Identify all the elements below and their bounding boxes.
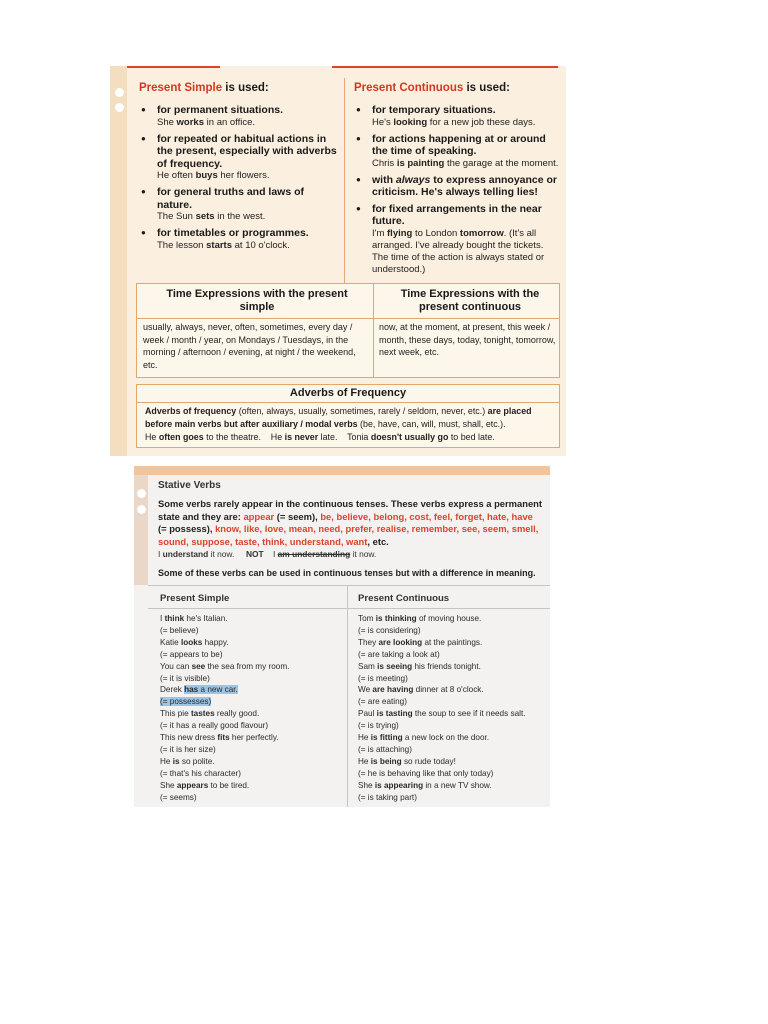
list-item: They are looking at the paintings. bbox=[358, 637, 483, 647]
list-item: (= he is behaving like that only today) bbox=[358, 768, 494, 778]
time-expressions-box bbox=[136, 283, 560, 378]
list-item: (= is meeting) bbox=[358, 673, 408, 683]
time-expressions-continuous-heading: Time Expressions with the present continuous bbox=[400, 288, 540, 313]
list-item bbox=[139, 227, 339, 252]
present-continuous-examples bbox=[358, 613, 548, 804]
list-item bbox=[139, 104, 339, 129]
list-item bbox=[139, 186, 339, 223]
rule-text: ● for repeated or habitual actions in the present, especially with adverbs of frequency. bbox=[157, 132, 337, 170]
list-item bbox=[139, 133, 339, 183]
column-divider bbox=[344, 78, 345, 284]
list-item: This new dress fits her perfectly. bbox=[160, 733, 279, 743]
list-item: (= is taking part) bbox=[358, 792, 417, 802]
list-item: (= is trying) bbox=[358, 721, 399, 731]
list-item: (= possesses) bbox=[160, 697, 212, 707]
present-simple-uses-list bbox=[139, 104, 339, 256]
list-item: This pie tastes really good. bbox=[160, 709, 260, 719]
present-simple-examples bbox=[160, 613, 345, 804]
box-column-divider bbox=[373, 284, 374, 377]
present-tenses-page-scan bbox=[110, 66, 566, 456]
column-divider bbox=[347, 586, 348, 807]
stative-note: Some of these verbs can be used in continuous tenses but with a difference in meaning. bbox=[158, 568, 536, 578]
rule-text: ● for actions happening at or around the time of speaking. bbox=[372, 132, 546, 157]
time-expressions-continuous-text: now, at the moment, at present, this week / month, these days, today, tonight, tomorrow, next week, etc. bbox=[379, 322, 556, 358]
list-item bbox=[354, 174, 560, 199]
list-item: (= seems) bbox=[160, 792, 197, 802]
list-item bbox=[354, 104, 560, 129]
present-continuous-column-heading: Present Continuous bbox=[358, 593, 450, 604]
column-header-rule bbox=[148, 608, 550, 609]
punch-hole bbox=[115, 103, 124, 112]
list-item: (= are taking a look at) bbox=[358, 649, 440, 659]
list-item: (= it is visible) bbox=[160, 673, 210, 683]
list-item: He is being so rude today! bbox=[358, 756, 456, 766]
page-spine bbox=[134, 475, 148, 585]
rule-text: ● for permanent situations. bbox=[157, 104, 284, 116]
adverbs-examples: He often goes to the theatre. He is never late. Tonia doesn't usually go to bed late. bbox=[145, 432, 495, 442]
list-item: (= it has a really good flavour) bbox=[160, 721, 269, 731]
list-item: (= that's his character) bbox=[160, 768, 241, 778]
stative-verbs-title: Stative Verbs bbox=[158, 480, 221, 491]
present-continuous-heading bbox=[354, 82, 510, 94]
time-expressions-simple-heading: Time Expressions with the present simple bbox=[166, 288, 348, 313]
example-text: She works in an office. bbox=[157, 116, 256, 128]
list-item bbox=[354, 133, 560, 170]
example-text: He's looking for a new job these days. bbox=[372, 116, 536, 128]
list-item: Paul is tasting the soup to see if it needs salt. bbox=[358, 709, 526, 719]
example-text: Chris is painting the garage at the moment. bbox=[372, 157, 559, 169]
heading-tense-name: Present Simple bbox=[139, 82, 223, 94]
heading-tense-name: Present Continuous bbox=[354, 82, 464, 94]
heading-suffix: is used: bbox=[222, 82, 269, 94]
example-text: He often buys her flowers. bbox=[157, 170, 270, 181]
stative-example: I understand it now. NOT I am understanding it now. bbox=[158, 549, 377, 559]
present-simple-heading bbox=[139, 82, 269, 94]
example-text: The Sun sets in the west. bbox=[157, 211, 266, 222]
example-text: I'm flying to London tomorrow. (It's all arranged. I've already bought the tickets. The time of the action is always stated or understood.) bbox=[372, 227, 545, 275]
list-item: (= is considering) bbox=[358, 625, 421, 635]
list-item: Katie looks happy. bbox=[160, 637, 229, 647]
section-divider bbox=[148, 585, 550, 586]
list-item: (= appears to be) bbox=[160, 649, 223, 659]
rule-text: ● with always to express annoyance or criticism. He's always telling lies! bbox=[372, 173, 558, 198]
heading-suffix: is used: bbox=[463, 82, 510, 94]
list-item: He is so polite. bbox=[160, 756, 215, 766]
rule-text: ● for general truths and laws of nature. bbox=[157, 186, 305, 211]
adverbs-rule-line-2: before main verbs but after auxiliary / modal verbs (be, have, can, will, must, shall, etc.). bbox=[145, 419, 506, 429]
punch-hole bbox=[137, 505, 146, 514]
present-simple-column-heading: Present Simple bbox=[160, 593, 230, 604]
list-item: Derek has a new car. bbox=[160, 685, 238, 695]
list-item: She is appearing in a new TV show. bbox=[358, 780, 492, 790]
top-rule-left bbox=[118, 66, 220, 68]
adverbs-rule-line-1: Adverbs of frequency (often, always, usually, sometimes, rarely / seldom, never, etc.) are placed bbox=[145, 406, 532, 416]
top-rule-right bbox=[332, 66, 558, 68]
box-header-rule bbox=[137, 402, 559, 403]
list-item: We are having dinner at 8 o'clock. bbox=[358, 685, 484, 695]
example-text: The lesson starts at 10 o'clock. bbox=[157, 239, 290, 251]
page-spine bbox=[110, 66, 127, 456]
stative-verbs-page-scan bbox=[134, 466, 550, 807]
stative-verbs-intro: Some verbs rarely appear in the continuous tenses. These verbs express a permanent state and they are: appear (= seem), be, believe, belong, cost, feel, forget, hate, have (= possess), know, like, love, mean, need, prefer, realise, remember, see, seem, smell, sound, suppose, taste, think, understand, want, etc. bbox=[158, 498, 543, 547]
list-item: She appears to be tired. bbox=[160, 780, 250, 790]
list-item: You can see the sea from my room. bbox=[160, 661, 290, 671]
box-header-rule bbox=[137, 318, 559, 319]
adverbs-of-frequency-box bbox=[136, 384, 560, 448]
list-item bbox=[354, 203, 560, 276]
list-item: (= are eating) bbox=[358, 697, 407, 707]
time-expressions-simple-text: usually, always, never, often, sometimes, every day / week / month / year, on Mondays / Tuesdays, in the morning / afternoon / evening, at night / the weekend, etc. bbox=[143, 322, 356, 370]
rule-text: ● for temporary situations. bbox=[372, 104, 496, 116]
list-item: Tom is thinking of moving house. bbox=[358, 614, 482, 623]
rule-text: ● for fixed arrangements in the near future. bbox=[372, 202, 542, 227]
page-top-band bbox=[134, 466, 550, 475]
present-continuous-uses-list bbox=[354, 104, 560, 280]
list-item: (= it is her size) bbox=[160, 744, 216, 754]
rule-text: ● for timetables or programmes. bbox=[157, 227, 309, 239]
punch-hole bbox=[137, 489, 146, 498]
list-item: (= is attaching) bbox=[358, 744, 412, 754]
list-item: He is fitting a new lock on the door. bbox=[358, 733, 490, 743]
list-item: (= believe) bbox=[160, 625, 199, 635]
list-item: Sam is seeing his friends tonight. bbox=[358, 661, 481, 671]
list-item: I think he's Italian. bbox=[160, 614, 228, 623]
adverbs-title: Adverbs of Frequency bbox=[289, 387, 407, 399]
punch-hole bbox=[115, 88, 124, 97]
